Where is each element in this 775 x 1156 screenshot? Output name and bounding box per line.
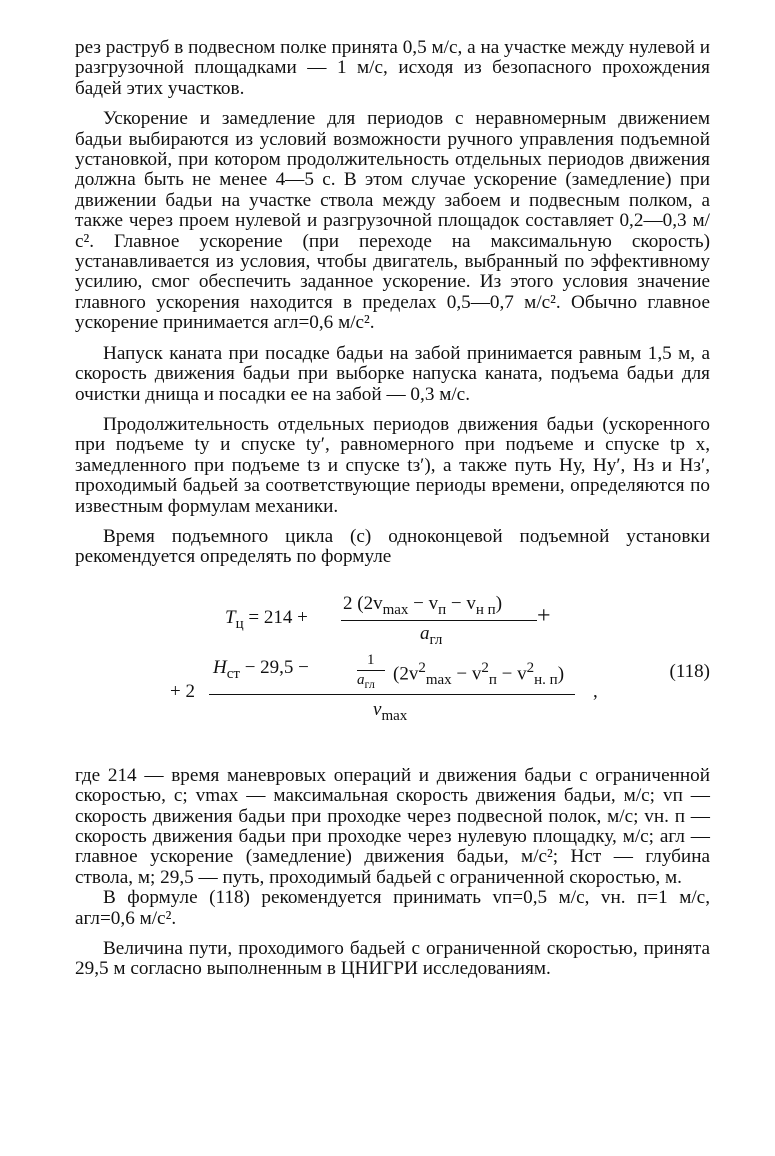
formula-frac1-denominator: $a_{гл}$ bbox=[420, 622, 443, 648]
formula-number: (118) bbox=[669, 660, 710, 682]
paragraph-4: Продолжительность отдельных периодов движения бадьи (ускоренного при подъеме tу и спуске tу′, равномерного при подъеме и спуске tр х, замедленного при подъеме tз и спуске tз′), а также путь Hу, Hу′, Hз и Hз′, проходимый бадьей за соответствующие периоды времени, определяются по известным формулам механики. bbox=[75, 413, 710, 517]
formula-inner-a: $a_{гл}$ bbox=[357, 671, 375, 691]
paragraph-5: Время подъемного цикла (с) одноконцевой подъемной установки рекомендуется определять по формуле bbox=[75, 525, 710, 568]
formula-frac1-bar bbox=[341, 620, 537, 621]
formula-main-denominator: $v_{max}$ bbox=[373, 698, 408, 724]
formula-comma: , bbox=[593, 680, 598, 702]
paragraph-1: рез раструб в подвесном полке принята 0,5 м/с, а на участке между нулевой и разгрузочной площадками — 1 м/с, исходя из безопасного прохождения бадей этих участков. bbox=[75, 37, 710, 99]
formula-plus-end: + bbox=[537, 602, 551, 629]
formula-plus2: + 2 bbox=[170, 680, 195, 702]
formula-frac1-numerator: 2 $(2v_{max} - v_п - v_{н п})$ bbox=[343, 592, 503, 618]
paragraph-3: Напуск каната при посадке бадьи на забой принимается равным 1,5 м, а скорость движения бадьи при выборке напуска каната, подъема бадьи для очистки днища и посадки ее на забой — 0,3 м/с. bbox=[75, 342, 710, 405]
paragraph-6: где 214 — время маневровых операций и движения бадьи с ограниченной скоростью, с; vmax — максимальная скорость движения бадьи, м/с; vп — скорость движения бадьи при проходке через подвесной полок, м/с; vн. п — скорость движения бадьи при проходке через нулевую площадку, м/с; aгл — главное ускорение (замедление) движения бадьи, м/с²; Hст — глубина ствола, м; 29,5 — путь, проходимый бадьей с ограниченной скоростью, м. bbox=[75, 764, 710, 888]
formula-118 bbox=[75, 590, 710, 750]
formula-main-bar bbox=[209, 694, 575, 695]
paragraph-2: Ускорение и замедление для периодов с неравномерным движением бадьи выбираются из условий возможности ручного управления подъемной установкой, при котором продолжительность отдельных периодов движения должна быть не менее 4—5 с. В этом случае ускорение (замедление) при движении бадьи на участке ствола между забоем и подвесным полком, а также через проем нулевой и разгрузочной площадок составляет 0,2—0,3 м/с². Главное ускорение (при переходе на максимальную скорость) устанавливается из условия, чтобы двигатель, выбранный по эффективному усилию, смог обеспечить заданное ускорение. Из этого условия значение главного ускорения находится в пределах 0,5—0,7 м/с². Обычно главное ускорение принимается aгл=0,6 м/с². bbox=[75, 108, 710, 334]
text-column bbox=[75, 38, 710, 980]
formula-paren: $(2v^2_{max} - v^2_п - v^2_{н. п})$ bbox=[393, 659, 565, 688]
formula-lhs: $T_ц = 214$ + bbox=[225, 606, 308, 632]
paragraph-8: Величина пути, проходимого бадьей с ограниченной скоростью, принята 29,5 м согласно выполненным в ЦНИГРИ исследованиям. bbox=[75, 938, 710, 980]
formula-inner-one: 1 bbox=[367, 651, 375, 668]
paragraph-7: В формуле (118) рекомендуется принимать vп=0,5 м/с, vн. п=1 м/с, aгл=0,6 м/с². bbox=[75, 887, 710, 929]
formula-inner-H: $H_{ст} - 29,5$ − bbox=[213, 656, 309, 682]
